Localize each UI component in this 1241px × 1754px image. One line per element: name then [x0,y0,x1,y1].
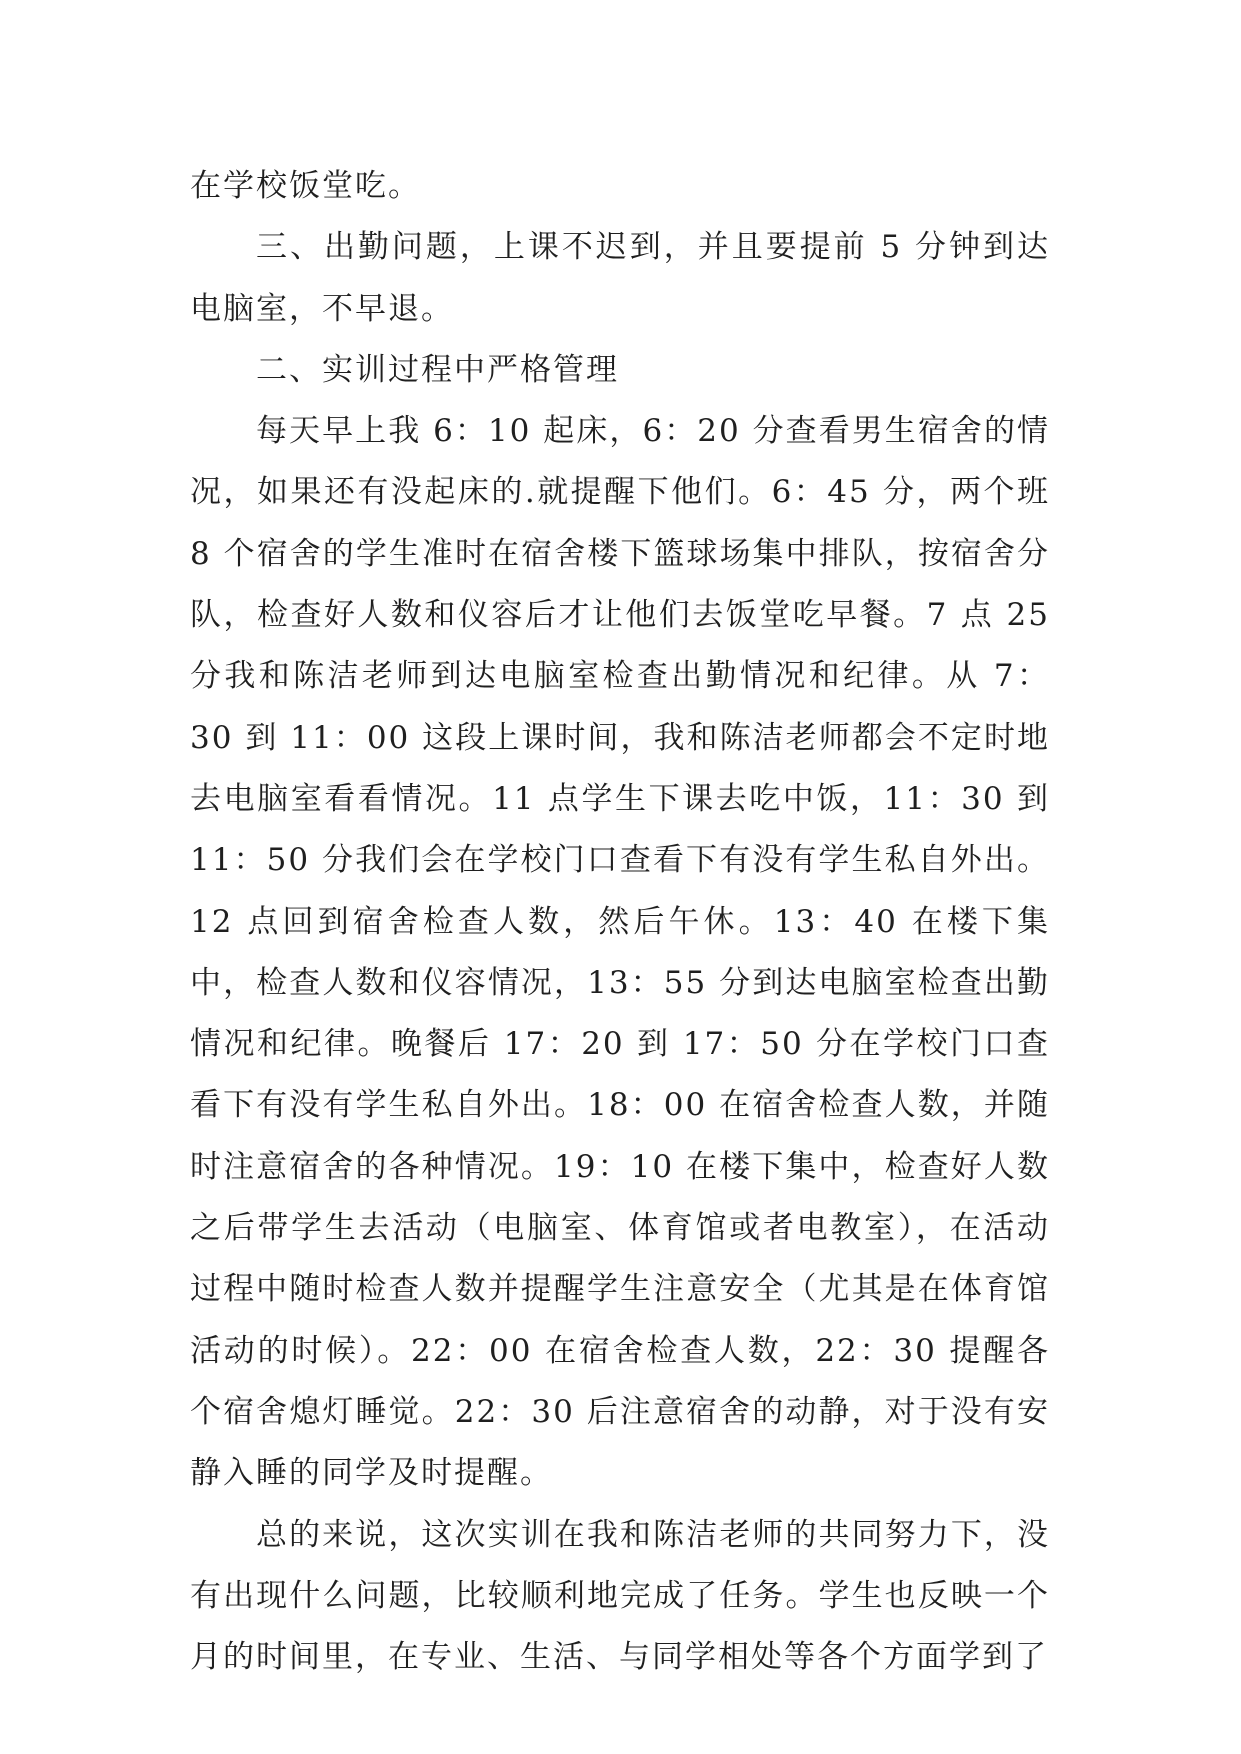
paragraph-summary: 总的来说，这次实训在我和陈洁老师的共同努力下，没有出现什么问题，比较顺利地完成了任务。学生也反映一个月的时间里，在专业、生活、与同学相处等各个方面学到了 [190,1516,1050,1676]
body-text [190,156,1050,1688]
paragraph-daily-schedule: 每天早上我 6：10 起床，6：20 分查看男生宿舍的情况，如果还有没起床的.就提醒下他们。6：45 分，两个班 8 个宿舍的学生准时在宿舍楼下篮球场集中排队，按宿舍分队，检查好人数和仪容后才让他们去饭堂吃早餐。7 点 25 分我和陈洁老师到达电脑室检查出勤情况和纪律。从 7：30 到 11：00 这段上课时间，我和陈洁老师都会不定时地去电脑室看看情况。11 点学生下课去吃中饭，11：30 到 11：50 分我们会在学校门口查看下有没有学生私自外出。12 点回到宿舍检查人数，然后午休。13：40 在楼下集中，检查人数和仪容情况，13：55 分到达电脑室检查出勤情况和纪律。晚餐后 17：20 到 17：50 分在学校门口查看下有没有学生私自外出。18：00 在宿舍检查人数，并随时注意宿舍的各种情况。19：10 在楼下集中，检查好人数之后带学生去活动（电脑室、体育馆或者电教室），在活动过程中随时检查人数并提醒学生注意安全（尤其是在体育馆活动的时候）。22：00 在宿舍检查人数，22：30 提醒各个宿舍熄灯睡觉。22：30 后注意宿舍的动静，对于没有安静入睡的同学及时提醒。 [190,413,1050,1492]
paragraph-continuation: 在学校饭堂吃。 [190,168,421,204]
section-heading-strict-management: 二、实训过程中严格管理 [256,351,619,388]
paragraph-attendance: 三、出勤问题，上课不迟到，并且要提前 5 分钟到达电脑室，不早退。 [190,229,1050,327]
